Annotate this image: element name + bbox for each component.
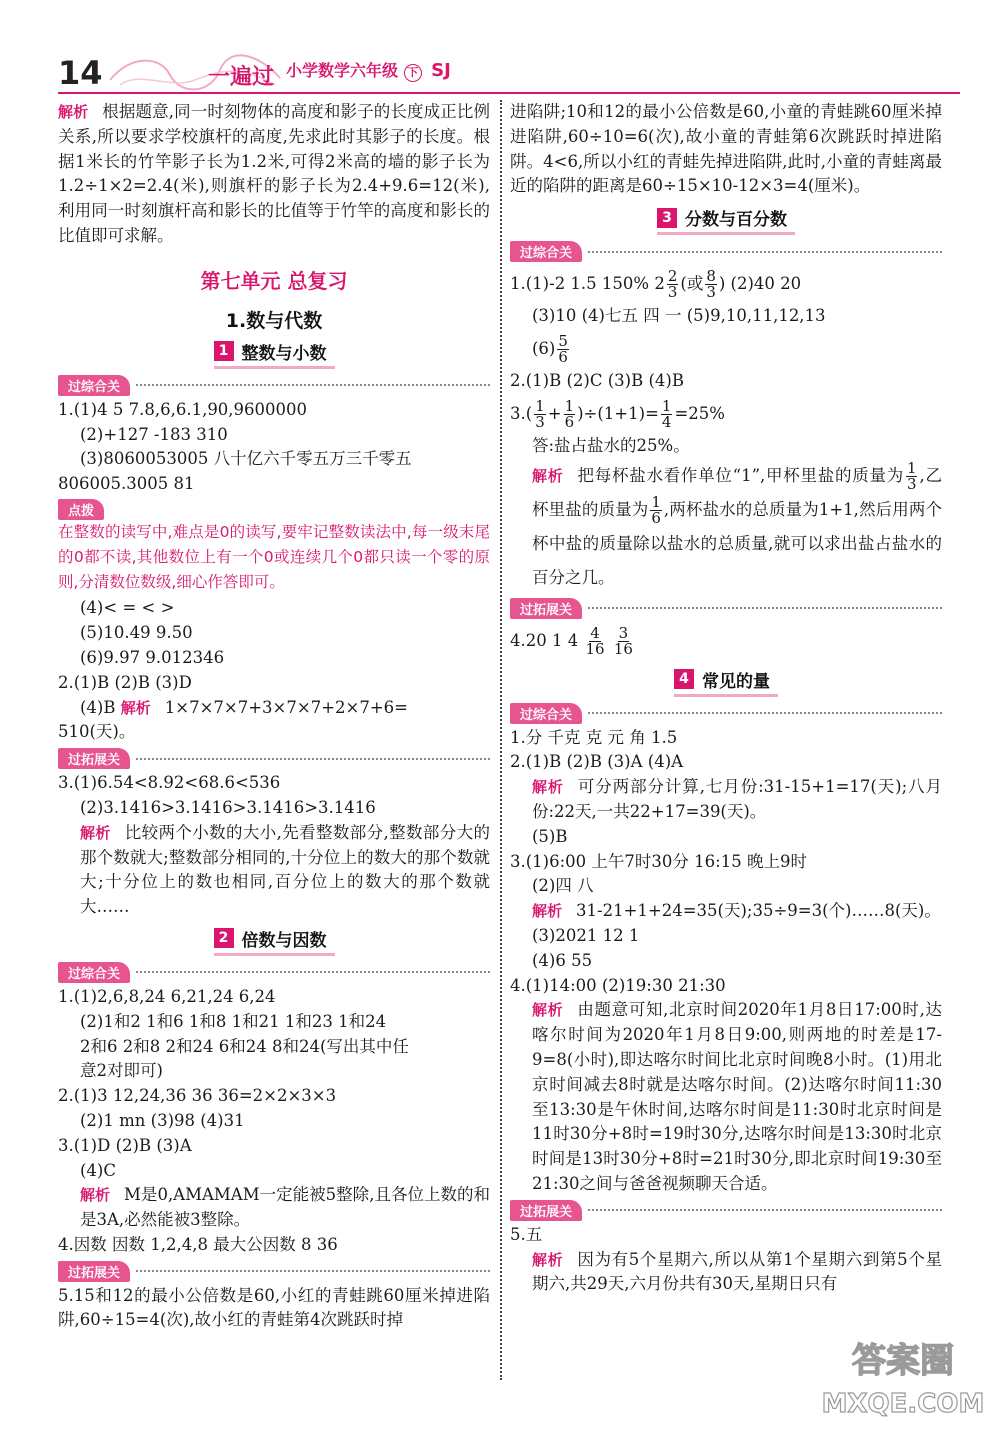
tip-text: 在整数的读写中,难点是0的读写,要牢记整数读法中,每一级末尾的0都不读,其他数位上有一个0或连续几个0都只读一个零的原则,分清数位数级,细心作答即可。 bbox=[58, 522, 490, 591]
answer-line: 1.(1)4 5 7.8,6,6.1,90,9600000 bbox=[58, 399, 308, 419]
denominator: 3 bbox=[535, 412, 545, 431]
band-tag: 过拓展关 bbox=[510, 1200, 582, 1221]
analysis-text: ,两杯盐水的总质量为1+1, bbox=[663, 499, 859, 519]
answer-line: 2.(1)3 12,24,36 36 36=2×2×3×3 bbox=[58, 1086, 337, 1106]
answer-line: (2)四 八 bbox=[532, 876, 594, 896]
answer-line bbox=[510, 264, 942, 304]
analysis-label: 解析 bbox=[532, 902, 563, 921]
topic-label: 整数与小数 bbox=[241, 343, 327, 364]
numerator: 1 bbox=[906, 458, 917, 477]
numerator: 8 bbox=[706, 267, 716, 286]
numerator: 3 bbox=[618, 623, 629, 642]
fraction bbox=[650, 492, 662, 527]
edition-label: SJ bbox=[431, 60, 451, 81]
analysis-paragraph bbox=[510, 775, 942, 825]
band-line bbox=[136, 384, 490, 386]
answer-text: (4)B bbox=[80, 697, 116, 717]
denominator: 6 bbox=[564, 412, 575, 431]
analysis-text: 然后用两个杯中盐的质量除以盐水的总质量,就可以求出盐占盐水的百分之几。 bbox=[532, 499, 943, 587]
fraction bbox=[667, 269, 679, 300]
answer-line: 2.(1)B (2)B (3)A (4)A bbox=[510, 752, 684, 772]
answer-line: 2和6 2和8 2和24 6和24 8和24(写出其中任 bbox=[80, 1036, 409, 1056]
answer-text: )÷(1+1)= bbox=[577, 403, 659, 423]
answer-line: (2)3.1416>3.1416>3.1416>3.1416 bbox=[80, 797, 376, 817]
analysis-text: 31-21+1+24=35(天);35÷9=3(个)……8(天)。 bbox=[576, 901, 941, 921]
analysis-paragraph bbox=[510, 998, 942, 1196]
section-band bbox=[510, 1200, 942, 1221]
analysis-text: 1×7×7×7+3×7×7+2×7+6= bbox=[164, 697, 408, 717]
denominator: 6 bbox=[651, 508, 661, 527]
topic-label: 分数与百分数 bbox=[685, 210, 787, 231]
band-tag: 过拓展关 bbox=[58, 748, 130, 769]
section-band bbox=[58, 962, 490, 983]
page-number: 14 bbox=[58, 54, 103, 92]
answer-line: 1.(1)2,6,8,24 6,21,24 6,24 bbox=[58, 986, 276, 1006]
answer-line: (4)< = < > bbox=[80, 598, 175, 618]
answer-line: 3.(1)6.54<8.92<68.6<536 bbox=[58, 773, 281, 793]
numerator: 2 bbox=[667, 267, 678, 286]
analysis-paragraph bbox=[510, 1248, 942, 1298]
answer-line bbox=[510, 329, 942, 369]
answer-line: (3)8060053005 八十亿六千零五万三千零五 bbox=[80, 449, 412, 469]
answer-text: 1.(1)-2 1.5 150% 2 bbox=[510, 274, 665, 294]
section-band bbox=[58, 748, 490, 769]
section-band bbox=[510, 703, 942, 724]
numerator: 1 bbox=[564, 396, 575, 415]
answer-line: (3)10 (4)七五 四 一 (5)9,10,11,12,13 bbox=[532, 306, 826, 326]
band-tag: 过综合关 bbox=[510, 241, 582, 262]
answer-text: (6) bbox=[532, 338, 556, 358]
topic-label: 常见的量 bbox=[702, 671, 770, 692]
answer-text: =25% bbox=[674, 403, 725, 423]
analysis-label: 解析 bbox=[58, 103, 89, 121]
answer-line: 806005.3005 81 bbox=[58, 474, 195, 494]
analysis-label: 解析 bbox=[532, 1250, 564, 1269]
numerator: 1 bbox=[651, 492, 661, 511]
answer-line: (2)1和2 1和6 1和8 1和21 1和23 1和24 bbox=[80, 1011, 387, 1031]
band-line bbox=[588, 607, 942, 609]
answer-line bbox=[510, 394, 942, 434]
fraction bbox=[564, 396, 576, 431]
fraction bbox=[906, 458, 918, 493]
left-column bbox=[58, 100, 490, 1333]
answer-line: 答:盐占盐水的25%。 bbox=[532, 435, 690, 455]
analysis-paragraph bbox=[58, 821, 490, 920]
analysis-label: 解析 bbox=[80, 1186, 111, 1205]
answer-text: 4.20 1 4 bbox=[510, 630, 584, 650]
analysis-text: 因为有5个星期六,所以从第1个星期六到第5个星期六,共29天,六月份共有30天,星期日只有 bbox=[532, 1249, 942, 1294]
intro-analysis bbox=[58, 100, 490, 249]
answer-line: (2)1 mn (3)98 (4)31 bbox=[80, 1110, 245, 1130]
watermark-url: MXQE.COM bbox=[821, 1389, 985, 1419]
analysis-label: 解析 bbox=[532, 1001, 564, 1020]
denominator: 3 bbox=[667, 283, 678, 302]
intro-analysis-text: 根据题意,同一时刻物体的高度和影子的长度成正比例关系,所以要求学校旗杆的高度,先求此时其影子的长度。根据1米长的竹竿影子长为1.2米,可得2米高的墙的影子长为1.2÷1×2=2.4(米),则旗杆的影子长为2.4+9.6=12(米),利用同一时刻旗杆高和影长的比值等于竹竿的高度和影长的比值即可求解。 bbox=[58, 102, 490, 245]
answer-text: (或 bbox=[680, 274, 704, 294]
right-column bbox=[510, 100, 942, 1297]
analysis-text: M是0,AMAMAM一定能被5整除,且各位上数的和是3A,必然能被3整除。 bbox=[80, 1185, 490, 1230]
band-tag: 过拓展关 bbox=[510, 598, 582, 619]
analysis-text: 把每杯盐水看作单位“1”,甲杯里盐的质量为 bbox=[577, 465, 904, 485]
answer-paragraph: 5.15和12的最小公倍数是60,小红的青蛙跳60厘米掉进陷阱,60÷15=4(次),故小红的青蛙第4次跳跃时掉 bbox=[58, 1285, 490, 1330]
answer-line bbox=[58, 696, 490, 721]
answer-line: 5.五 bbox=[510, 1224, 543, 1244]
topic-heading-fractions bbox=[510, 205, 942, 235]
header-rule bbox=[58, 92, 960, 94]
analysis-label: 解析 bbox=[80, 823, 111, 842]
book-title bbox=[286, 58, 451, 82]
answer-line: (4)C bbox=[80, 1160, 116, 1180]
answer-line bbox=[510, 621, 942, 661]
analysis-text: 可分两部分计算,七月份:31-15+1=17(天);八月份:22天,一共22+17=39(天)。 bbox=[532, 777, 942, 821]
denominator: 6 bbox=[558, 347, 568, 366]
unit-title: 第七单元 总复习 bbox=[200, 268, 348, 293]
answer-line: (5)10.49 9.50 bbox=[80, 623, 193, 643]
answer-line: 1.分 千克 克 元 角 1.5 bbox=[510, 727, 678, 747]
answer-line: 4.因数 因数 1,2,4,8 最大公因数 8 36 bbox=[58, 1234, 338, 1254]
answer-text: ) (2)40 20 bbox=[718, 274, 802, 294]
tip-head: 点拨 bbox=[58, 499, 104, 520]
denominator: 16 bbox=[613, 639, 633, 658]
denominator: 16 bbox=[585, 639, 605, 658]
numerator: 4 bbox=[590, 623, 600, 642]
analysis-paragraph bbox=[510, 899, 942, 924]
topic-number: 3 bbox=[657, 208, 677, 228]
topic-number: 4 bbox=[674, 669, 694, 689]
answer-line: (4)6 55 bbox=[532, 950, 593, 970]
band-line bbox=[588, 1209, 942, 1211]
analysis-label: 解析 bbox=[120, 698, 151, 717]
answer-text: + bbox=[547, 403, 562, 423]
band-tag: 过综合关 bbox=[58, 375, 130, 396]
topic-number: 1 bbox=[214, 341, 234, 361]
denominator: 3 bbox=[906, 474, 917, 493]
answer-line: (3)2021 12 1 bbox=[532, 925, 640, 945]
section-band bbox=[510, 241, 942, 262]
band-tag: 过综合关 bbox=[58, 962, 130, 983]
band-line bbox=[136, 758, 490, 760]
answer-line: 意2对即可) bbox=[80, 1061, 163, 1081]
answer-line: (6)9.97 9.012346 bbox=[80, 647, 225, 667]
answer-text: 3.( bbox=[510, 403, 533, 423]
answer-line: 3.(1)6:00 上午7时30分 16:15 晚上9时 bbox=[510, 851, 807, 871]
topic-heading-factors bbox=[58, 926, 490, 956]
analysis-text: 比较两个小数的大小,先看整数部分,整数部分大的那个数就大;整数部分相同的,十分位上的数大的那个数就大;十分位上的数也相同,百分位上的数大的那个数就大…… bbox=[80, 822, 490, 917]
band-tag: 过综合关 bbox=[510, 703, 582, 724]
band-line bbox=[136, 971, 490, 973]
topic-heading-integers bbox=[58, 339, 490, 369]
numerator: 1 bbox=[535, 396, 545, 415]
analysis-label: 解析 bbox=[532, 778, 564, 797]
topic-number: 2 bbox=[214, 928, 234, 948]
fraction bbox=[613, 623, 633, 658]
answer-line: 510(天)。 bbox=[58, 722, 136, 742]
fraction bbox=[585, 623, 605, 658]
site-watermark bbox=[818, 1332, 988, 1422]
numerator: 5 bbox=[558, 331, 568, 350]
tip-box bbox=[58, 499, 490, 594]
band-line bbox=[588, 712, 942, 714]
band-line bbox=[136, 1270, 490, 1272]
band-tag: 过拓展关 bbox=[58, 1261, 130, 1282]
answer-line: 3.(1)D (2)B (3)A bbox=[58, 1135, 192, 1155]
section-band bbox=[510, 598, 942, 619]
analysis-text: ,乙杯里盐的质量为 bbox=[532, 465, 942, 519]
denominator: 3 bbox=[706, 283, 716, 302]
topic-label: 倍数与因数 bbox=[241, 930, 327, 951]
answer-line: (5)B bbox=[532, 826, 568, 846]
fraction bbox=[705, 269, 717, 300]
analysis-text: 由题意可知,北京时间2020年1月8日17:00时,达喀尔时间为2020年1月8日9:00,则两地的时差是17-9=8(小时),即达喀尔时间比北京时间晚8小时。(1)用北京时间减去8时就是达喀尔时间。(2)达喀尔时间11:30至13:30是午休时间,达喀尔时间是11:30时北京时间是11时30分+8时=19时30分,达喀尔时间是13:30时北京时间是13时30分+8时=21时30分,即北京时间19:30至21:30之间与爸爸视频聊天合适。 bbox=[532, 1000, 942, 1193]
answer-line: 2.(1)B (2)B (3)D bbox=[58, 672, 192, 692]
numerator: 1 bbox=[661, 396, 672, 415]
answer-line: 2.(1)B (2)C (3)B (4)B bbox=[510, 370, 684, 390]
column-divider bbox=[500, 100, 502, 1380]
section-title: 1.数与代数 bbox=[225, 309, 323, 332]
band-line bbox=[588, 251, 942, 253]
topic-heading-quantities bbox=[510, 667, 942, 697]
answer-line: (2)+127 -183 310 bbox=[80, 424, 228, 444]
analysis-paragraph bbox=[510, 459, 942, 595]
fraction bbox=[534, 396, 546, 431]
section-band bbox=[58, 375, 490, 396]
fraction bbox=[661, 396, 673, 431]
header-decoration-swirl bbox=[100, 50, 290, 98]
section-band bbox=[58, 1261, 490, 1282]
analysis-label: 解析 bbox=[532, 466, 564, 485]
continued-analysis: 进陷阱;10和12的最小公倍数是60,小童的青蛙跳60厘米掉进陷阱,60÷10=6(次),故小童的青蛙第6次跳跃时掉进陷阱。4<6,所以小红的青蛙先掉进陷阱,此时,小童的青蛙离最近的陷阱的距离是60÷15×10-12×3=4(厘米)。 bbox=[510, 102, 942, 196]
answer-line: 4.(1)14:00 (2)19:30 21:30 bbox=[510, 975, 726, 995]
denominator: 4 bbox=[661, 412, 672, 431]
watermark-title: 答案圈 bbox=[852, 1341, 954, 1381]
grade-mark: 下 bbox=[404, 64, 422, 82]
svg-text:一遍过: 一遍过 bbox=[208, 65, 275, 90]
book-title-text: 小学数学六年级 bbox=[286, 61, 399, 80]
analysis-paragraph bbox=[58, 1183, 490, 1233]
fraction bbox=[557, 331, 569, 366]
